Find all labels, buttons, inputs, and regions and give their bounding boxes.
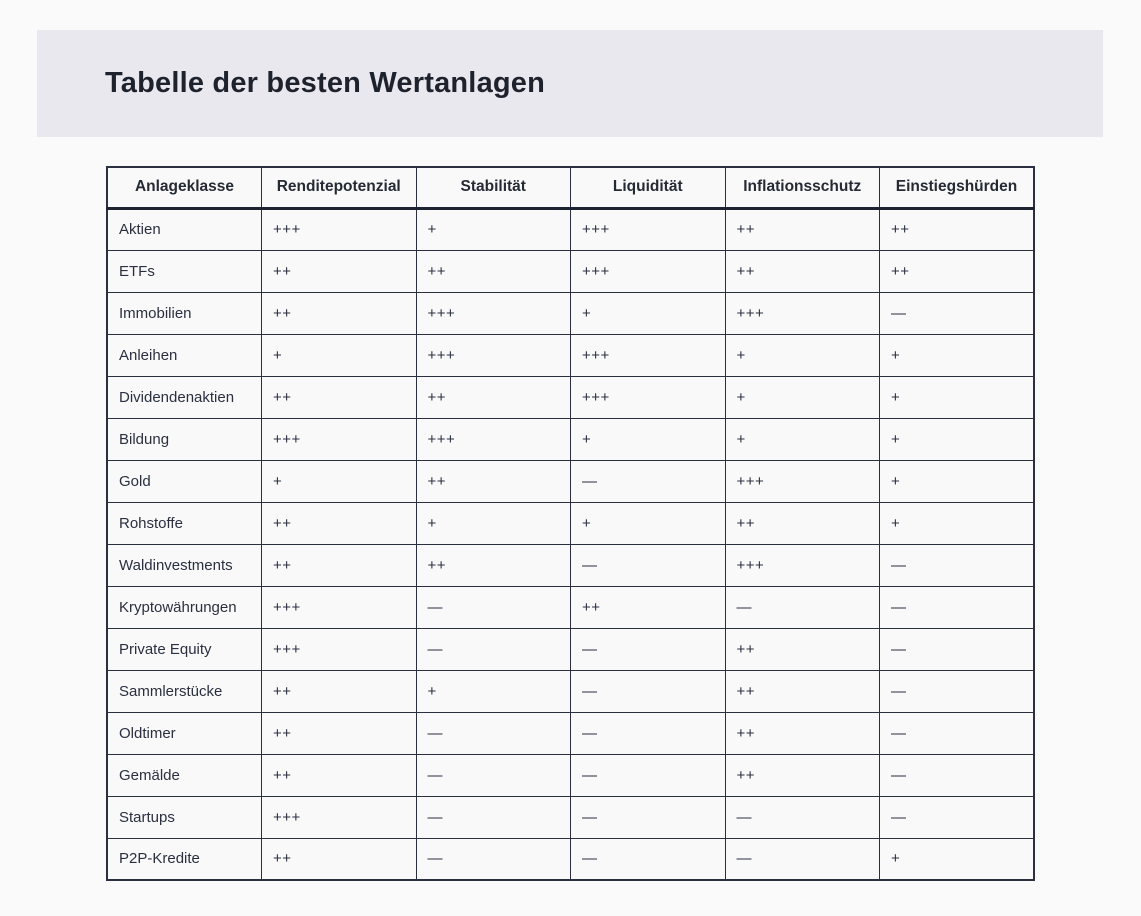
column-header-2: Renditepotenzial — [262, 167, 417, 208]
row-label: Sammlerstücke — [107, 670, 262, 712]
rating-cell: +++ — [571, 250, 726, 292]
row-label: Gold — [107, 460, 262, 502]
table-row — [107, 250, 1034, 292]
rating-cell: +++ — [262, 418, 417, 460]
rating-cell: +++ — [571, 334, 726, 376]
rating-cell: — — [725, 796, 880, 838]
rating-cell: — — [725, 838, 880, 880]
rating-cell: +++ — [416, 334, 571, 376]
rating-cell: — — [880, 712, 1035, 754]
rating-cell: + — [880, 418, 1035, 460]
rating-cell: — — [880, 796, 1035, 838]
rating-cell: — — [416, 628, 571, 670]
row-label: Startups — [107, 796, 262, 838]
rating-cell: — — [416, 586, 571, 628]
table-row — [107, 796, 1034, 838]
row-label: P2P-Kredite — [107, 838, 262, 880]
rating-cell: — — [880, 670, 1035, 712]
column-header-1: Anlageklasse — [107, 167, 262, 208]
rating-cell: + — [571, 502, 726, 544]
rating-cell: — — [416, 838, 571, 880]
rating-cell: ++ — [262, 712, 417, 754]
rating-cell: — — [416, 796, 571, 838]
rating-cell: ++ — [262, 544, 417, 586]
rating-cell: — — [880, 628, 1035, 670]
rating-cell: ++ — [725, 754, 880, 796]
table-row — [107, 376, 1034, 418]
page-title: Tabelle der besten Wertanlagen — [105, 67, 546, 99]
rating-cell: + — [725, 418, 880, 460]
rating-cell: ++ — [725, 208, 880, 250]
rating-cell: +++ — [262, 796, 417, 838]
rating-cell: ++ — [725, 670, 880, 712]
rating-cell: +++ — [262, 628, 417, 670]
table-header — [107, 167, 1034, 208]
rating-cell: — — [571, 754, 726, 796]
rating-cell: +++ — [571, 376, 726, 418]
rating-cell: ++ — [725, 250, 880, 292]
rating-cell: + — [880, 838, 1035, 880]
rating-cell: ++ — [880, 250, 1035, 292]
rating-cell: — — [571, 460, 726, 502]
rating-cell: ++ — [262, 250, 417, 292]
table-body — [107, 208, 1034, 880]
column-header-3: Stabilität — [416, 167, 571, 208]
row-label: Rohstoffe — [107, 502, 262, 544]
rating-cell: +++ — [262, 208, 417, 250]
table-row — [107, 628, 1034, 670]
rating-cell: +++ — [725, 292, 880, 334]
column-header-4: Liquidität — [571, 167, 726, 208]
rating-cell: ++ — [262, 292, 417, 334]
rating-cell: +++ — [571, 208, 726, 250]
row-label: Kryptowährungen — [107, 586, 262, 628]
rating-cell: +++ — [725, 544, 880, 586]
column-header-6: Einstiegshürden — [880, 167, 1035, 208]
rating-cell: — — [880, 292, 1035, 334]
row-label: Immobilien — [107, 292, 262, 334]
rating-cell: ++ — [262, 670, 417, 712]
rating-cell: ++ — [262, 754, 417, 796]
table-row — [107, 292, 1034, 334]
rating-cell: — — [571, 712, 726, 754]
row-label: Waldinvestments — [107, 544, 262, 586]
rating-cell: + — [725, 376, 880, 418]
row-label: Anleihen — [107, 334, 262, 376]
rating-cell: ++ — [262, 838, 417, 880]
table-row — [107, 334, 1034, 376]
table-row — [107, 208, 1034, 250]
rating-cell: +++ — [416, 418, 571, 460]
rating-cell: +++ — [725, 460, 880, 502]
rating-cell: ++ — [262, 502, 417, 544]
rating-cell: ++ — [416, 250, 571, 292]
row-label: ETFs — [107, 250, 262, 292]
table-row — [107, 754, 1034, 796]
rating-cell: + — [725, 334, 880, 376]
rating-cell: — — [416, 754, 571, 796]
row-label: Dividendenaktien — [107, 376, 262, 418]
rating-cell: — — [571, 796, 726, 838]
table-row — [107, 670, 1034, 712]
rating-cell: + — [880, 460, 1035, 502]
row-label: Gemälde — [107, 754, 262, 796]
table-row — [107, 712, 1034, 754]
rating-cell: — — [880, 586, 1035, 628]
rating-cell: +++ — [416, 292, 571, 334]
row-label: Private Equity — [107, 628, 262, 670]
rating-cell: — — [725, 586, 880, 628]
rating-cell: ++ — [725, 628, 880, 670]
rating-cell: — — [571, 670, 726, 712]
rating-cell: + — [880, 334, 1035, 376]
rating-cell: ++ — [725, 502, 880, 544]
table-header-row — [107, 167, 1034, 208]
rating-cell: + — [880, 502, 1035, 544]
rating-cell: + — [416, 502, 571, 544]
rating-cell: — — [571, 838, 726, 880]
rating-cell: +++ — [262, 586, 417, 628]
rating-cell: ++ — [571, 586, 726, 628]
rating-cell: — — [416, 712, 571, 754]
investment-comparison-table — [106, 166, 1035, 881]
table-row — [107, 502, 1034, 544]
rating-cell: — — [571, 544, 726, 586]
rating-cell: ++ — [262, 376, 417, 418]
rating-cell: + — [416, 208, 571, 250]
table-row — [107, 418, 1034, 460]
title-banner — [37, 30, 1103, 137]
rating-cell: + — [571, 292, 726, 334]
column-header-5: Inflationsschutz — [725, 167, 880, 208]
table-row — [107, 460, 1034, 502]
table-row — [107, 544, 1034, 586]
rating-cell: + — [416, 670, 571, 712]
rating-cell: + — [262, 460, 417, 502]
rating-cell: ++ — [725, 712, 880, 754]
rating-cell: ++ — [416, 544, 571, 586]
table-row — [107, 586, 1034, 628]
rating-cell: ++ — [880, 208, 1035, 250]
rating-cell: ++ — [416, 376, 571, 418]
rating-cell: ++ — [416, 460, 571, 502]
rating-cell: — — [571, 628, 726, 670]
table-row — [107, 838, 1034, 880]
rating-cell: — — [880, 754, 1035, 796]
rating-cell: + — [571, 418, 726, 460]
rating-cell: + — [880, 376, 1035, 418]
row-label: Aktien — [107, 208, 262, 250]
row-label: Bildung — [107, 418, 262, 460]
rating-cell: — — [880, 544, 1035, 586]
row-label: Oldtimer — [107, 712, 262, 754]
rating-cell: + — [262, 334, 417, 376]
